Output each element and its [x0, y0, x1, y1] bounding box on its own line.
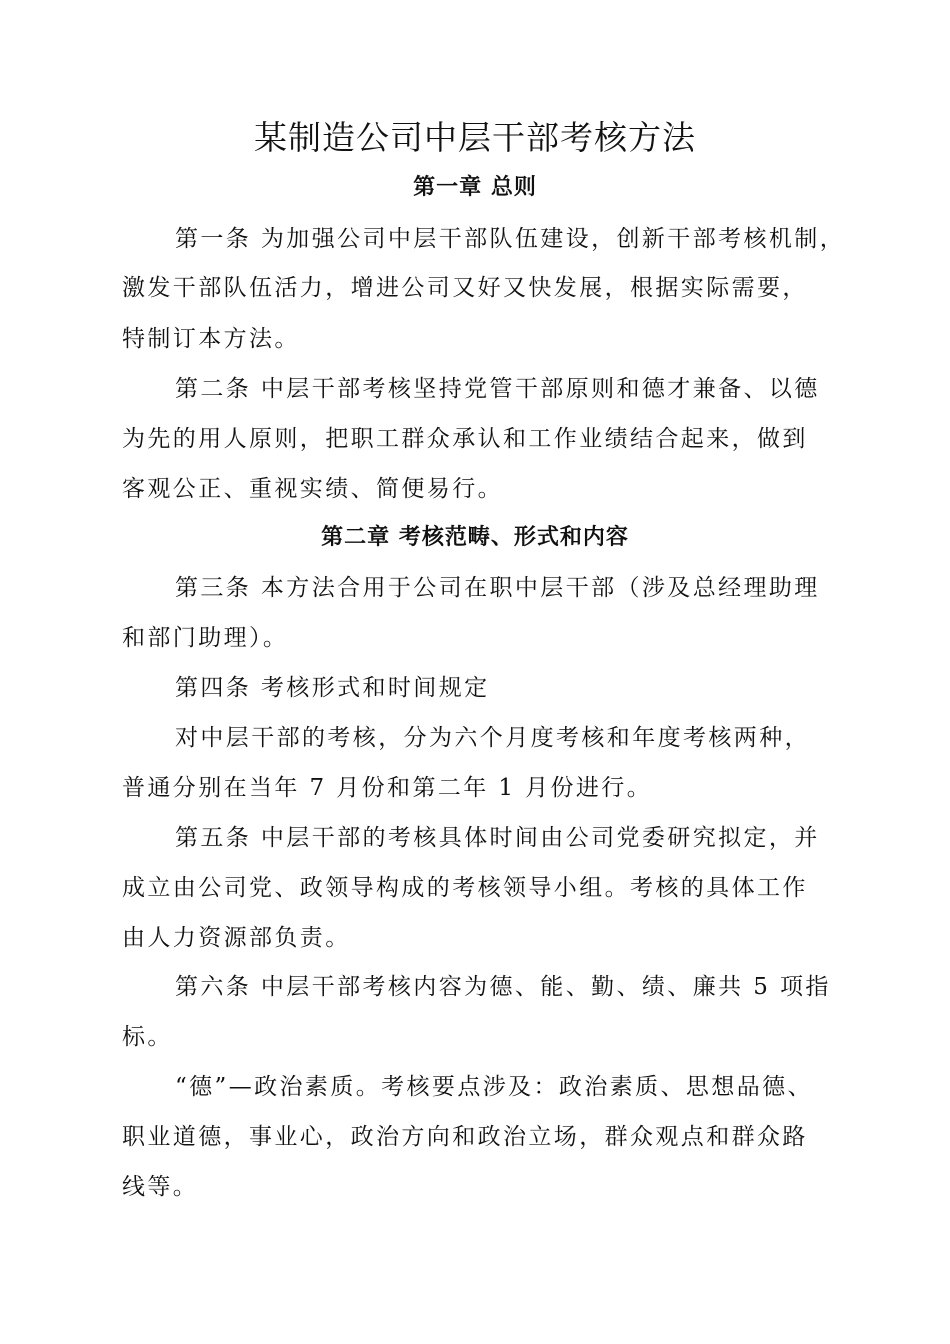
- paragraph-line: 激发干部队伍活力，增进公司又好又快发展，根据实际需要，: [122, 275, 808, 301]
- paragraph-line: 职业道德，事业心，政治方向和政治立场，群众观点和群众路: [122, 1124, 808, 1150]
- paragraph-line: 为先的用人原则，把职工群众承认和工作业绩结合起来，做到: [122, 426, 808, 452]
- paragraph-line: 由人力资源部负责。: [122, 925, 351, 951]
- document-title: 某制造公司中层干部考核方法: [254, 118, 696, 157]
- paragraph-line: 客观公正、重视实绩、简便易行。: [122, 476, 503, 502]
- paragraph-line: 标。: [122, 1024, 173, 1050]
- paragraph-line: 第二条 中层干部考核坚持党管干部原则和德才兼备、以德: [175, 376, 820, 402]
- paragraph-line: 第六条 中层干部考核内容为德、能、勤、绩、廉共 5 项指: [175, 974, 831, 1000]
- paragraph-line: “德”—政治素质。考核要点涉及：政治素质、思想品德、: [175, 1074, 813, 1100]
- chapter-heading-2: 第二章 考核范畴、形式和内容: [321, 525, 629, 550]
- paragraph-line: 特制订本方法。: [122, 326, 300, 352]
- paragraph-line: 第一条 为加强公司中层干部队伍建设，创新干部考核机制，: [175, 226, 846, 252]
- paragraph-line: 普通分别在当年 7 月份和第二年 1 月份进行。: [122, 775, 653, 801]
- paragraph-line: 线等。: [122, 1174, 199, 1200]
- chapter-heading-1: 第一章 总则: [413, 175, 537, 200]
- paragraph-line: 第五条 中层干部的考核具体时间由公司党委研究拟定，并: [175, 825, 820, 851]
- paragraph-line: 第四条 考核形式和时间规定: [175, 675, 490, 701]
- paragraph-line: 第三条 本方法合用于公司在职中层干部（涉及总经理助理: [175, 575, 820, 601]
- paragraph-line: 对中层干部的考核，分为六个月度考核和年度考核两种，: [175, 725, 810, 751]
- paragraph-line: 成立由公司党、政领导构成的考核领导小组。考核的具体工作: [122, 875, 808, 901]
- paragraph-line: 和部门助理）。: [122, 625, 289, 651]
